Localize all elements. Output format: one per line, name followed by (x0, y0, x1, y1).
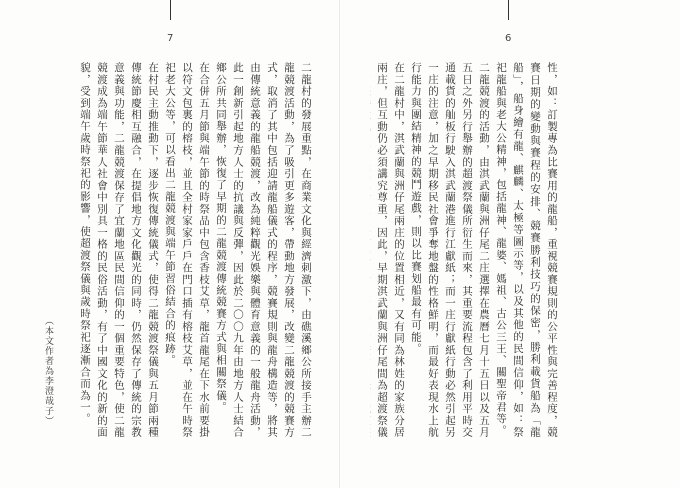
author-byline: （本文作者為李澄哉子） (43, 316, 53, 426)
right-page (340, 0, 680, 488)
top-rule-right (508, 0, 509, 20)
top-rule-left (170, 0, 171, 20)
left-body-text: 二龍村的發展重點，在商業文化與經濟刺激下，由礁溪鄉公所接手主辦二龍競渡活動，為了吸引更多遊客，帶動地方發展，改變二龍競渡的競賽方式，取消了其中包括迎請龍船儀式的程序，競賽規則與龍舟構造等，將其由傳統意義的龍船競渡，改為純粹觀光娛樂與體育意義的一般龍舟活動，此一創新引起地方人士的抗議與反彈，因此於二〇〇九年由地方人士結合鄉公所共同舉辦，恢復了早期的二龍競渡傳統競賽方式與相關祭儀。 在合併五月節與端午節的時祭品中包含香枝艾草，龍首龍尾在下水前要掛以符文包裏的榕枝，並且全村家家戶戶在門口插有榕枝艾草，並在午時祭祀老大公等，可以看出二龍競渡與端午節習俗結合的痕跡。 在村民主動推動下，逐步恢復傳統儀式，使得二龍競渡祭儀與五月節兩種傳統節慶相互融合，在提倡地方文化觀光的同時，仍然保存了傳統的宗教意義與功能，二龍競渡保存了宜蘭地區民間信仰的一個重要特色，使二龍競渡成為端午節華人社會中別具一格的民俗活動，有了中國文化的新的面貌，受到端午歲時祭祀的影響，使超渡祭儀與歲時祭祀逐漸合而為一。 (79, 62, 312, 438)
page-number-left: 7 (167, 33, 174, 44)
page-number-right: 6 (505, 33, 512, 44)
right-body-text: 性，如：訂製專為比賽用的龍船，重視競賽規則的公平性與完善程度，競賽日期的變動與賽程的安排、競賽勝利技巧的保密，勝利載貨船為「龍船」，船身繪有龍、麒麟、太極等圖示等，以及其他的民間信仰，如：祭祀龍船與老大公精神，包括龍神、龍婆、媽祖、古公三王、關聖帝君等。 二龍競渡的活動，由淇武蘭與洲仔尾二庄選擇在農曆七月十五日以及五月五日之外另行舉辦的超渡祭儀所衍生而來，其重要流程包含了利用平時交通載貨的舢板行駛入淇武蘭港進行江獻紙；而一庄行獻紙行動必然引起另一庄的注意，加之早期移民社會爭奪地盤的性格鮮明，而最好表現水上航行能力與團結精神的競鬥遊戲，則以比賽划船最有可能。 在二龍村中，淇武蘭與洲仔尾兩庄的位置相近，又有同為林姓的家族分居兩庄，但互動仍必須講究尊重，因此，早期淇武蘭與洲仔尾間為超渡祭儀 (376, 62, 558, 438)
